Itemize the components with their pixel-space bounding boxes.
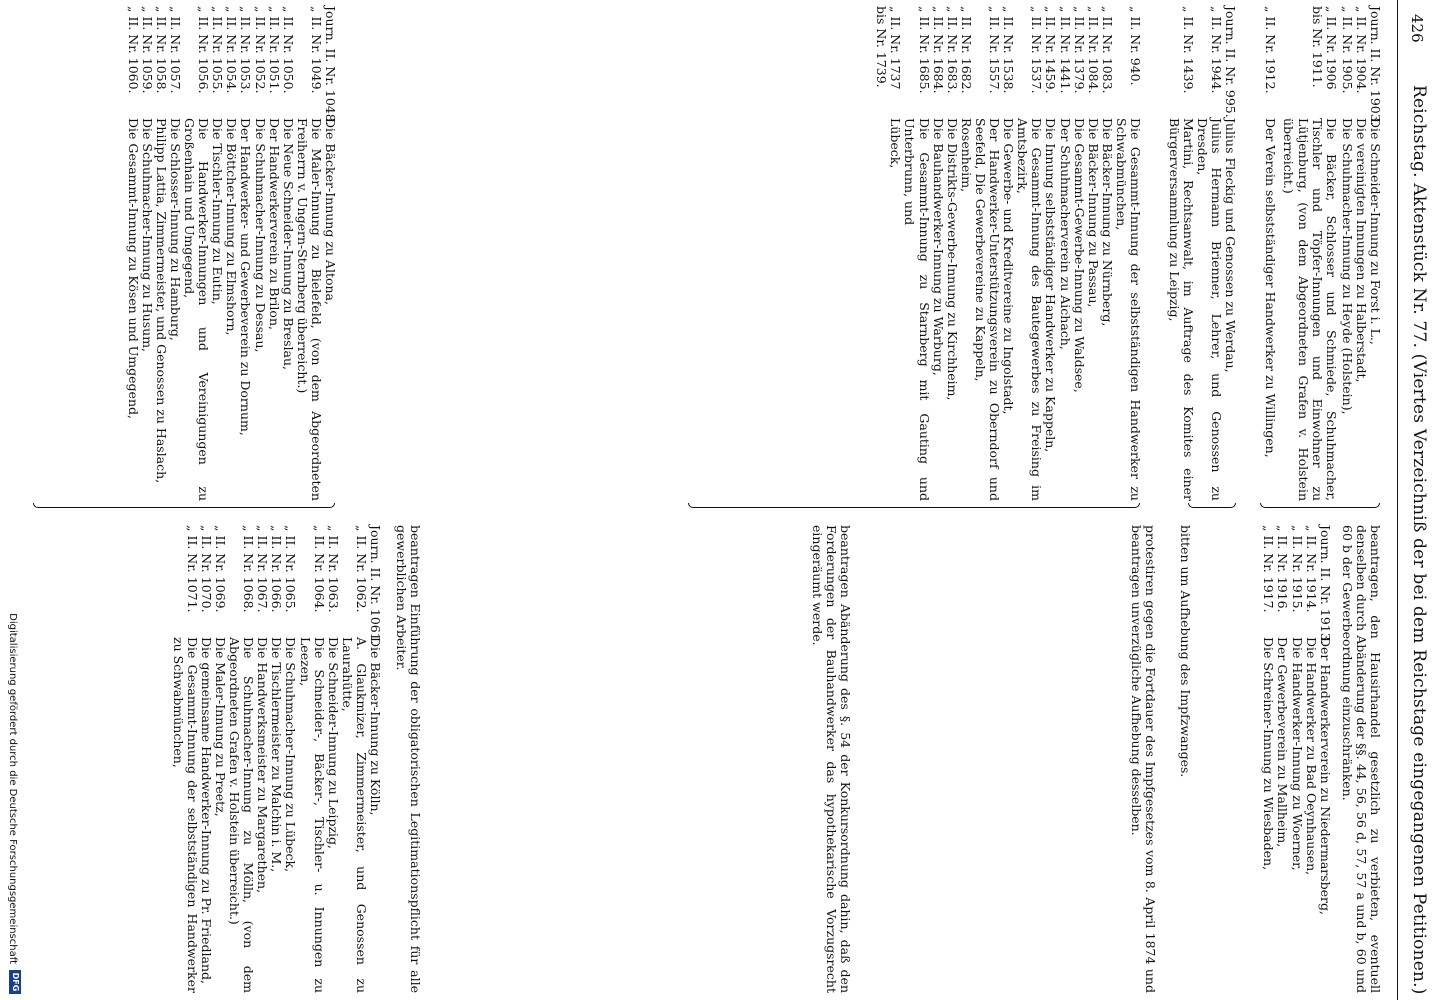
- petitioner: Die Schlosser-Innung zu Hamburg,: [167, 118, 183, 341]
- petition-group-2: [1261, 525, 1331, 993]
- petition-entry: [171, 525, 199, 993]
- petition-conclusion: bitten um Aufhebung des Impfzwanges.: [1178, 525, 1193, 778]
- petitioner: Die Handwerksmeister zu Margarethen,: [255, 637, 271, 894]
- petition-entry: [1281, 6, 1337, 501]
- petition-entry: [1043, 6, 1057, 501]
- petitioner: Der Handwerker- und Gewerbeverein zu Dornum,: [238, 118, 254, 436]
- petitioner: Die Neue Schneider-Innung zu Breslau,: [280, 118, 296, 370]
- journal-ref: „ II. Nr. 1065.: [283, 525, 299, 613]
- journal-ref: „ II. Nr. 1944.: [1208, 6, 1224, 94]
- petitioner: Die Tischler-Innung zu Eutin,: [210, 118, 226, 305]
- dfg-logo: DFG: [9, 970, 21, 994]
- petitioner: Die Gesammt-Innung zu Kösen und Umgegend,: [125, 118, 141, 419]
- petitioner: Die Gesammt-Innung des Bautegewerbes zu Freising im Amtsbezirk,: [1015, 118, 1045, 501]
- journal-ref: „ II. Nr. 1083.: [1099, 6, 1115, 94]
- petitioner: Julius Hermann Brienner, Lehrer, und Genossen zu Dresden,: [1194, 118, 1224, 501]
- journal-ref: „ II. Nr. 1917.: [1261, 525, 1277, 613]
- journal-ref: „ II. Nr. 1084.: [1085, 6, 1101, 94]
- petition-group-5-right: [171, 525, 382, 993]
- petition-group-5-left: [126, 6, 337, 501]
- petitioner: Die Innung selbstständiger Handwerker zu Kappeln,: [1043, 118, 1059, 453]
- brace: [33, 503, 335, 508]
- running-title: Reichstag. Aktenstück Nr. 77. (Viertes Verzeichniß der bei dem Reichstage eingegangenen Petitionen.): [1409, 85, 1429, 995]
- journal-ref: „ II. Nr. 1063.: [325, 525, 341, 613]
- petitioner: Die Bäcker, Schlosser und Schmiede, Schuhmacher, Tischler und Töpfer-Innungen und Einwohner zu Lütjenburg, (von dem Abgeordneten Grafen v. Holstein überreicht.): [1281, 118, 1339, 501]
- petition-entry: [238, 6, 252, 501]
- petition-entry: [252, 6, 266, 501]
- petition-entry: [1275, 525, 1289, 993]
- journal-ref: „ II. Nr. 1912.: [1263, 6, 1279, 94]
- petitioner: Die Maler-Innung zu Bielefeld, (von dem Abgeordneten Freiherrn v. Ungern-Sternberg überreicht.): [294, 118, 324, 501]
- petition-conclusion: protestiren gegen die Fortdauer des Impfgesetzes vom 8. April 1874 und beantragen unverzügliche Aufhebung desselben.: [1128, 525, 1158, 993]
- journal-ref: „ II. Nr. 940.: [1128, 6, 1143, 86]
- petitioner: Die Bäcker-Innung zu Kölln,: [368, 637, 383, 816]
- journal-ref: Journ. II. Nr. 1903.: [1368, 6, 1383, 126]
- journal-ref: „ II. Nr. 1682.: [958, 6, 974, 94]
- petition-entry: [1304, 525, 1318, 993]
- petitioner: Die Handwerker zu Bad Oeynhausen,: [1303, 637, 1319, 876]
- petition-entry: [213, 525, 227, 993]
- petitioner: Der Handwerkerverein zu Brilon,: [266, 118, 282, 330]
- petitioner: Die Handwerker-Innung zu Woerner,: [1289, 637, 1305, 871]
- petitioner: Die Schuhmacher-Innung zu Heyde (Holstein),: [1339, 118, 1355, 415]
- petitioner: Philipp Lattia, Zimmermeister, und Genossen zu Haslach,: [153, 118, 169, 484]
- petition-group-3: [1167, 6, 1237, 501]
- journal-ref: „ II. Nr. 1071.: [184, 525, 200, 613]
- petition-group-3-conclusion-col-2: [1129, 525, 1157, 993]
- journal-ref: Journ. II. Nr. 995.: [1223, 6, 1238, 118]
- petition-group-1: [1263, 6, 1382, 501]
- petition-group-4-conclusion-col: [810, 525, 852, 993]
- petitioner: Der Handwerkerverein zu Niedermarsberg,: [1317, 637, 1333, 916]
- petition-entry: [1015, 6, 1043, 501]
- petition-entry: [973, 6, 1001, 501]
- petition-entry: [126, 6, 140, 501]
- petition-entry: [297, 525, 325, 993]
- journal-ref: „ II. Nr. 1067.: [255, 525, 271, 613]
- petitioner: Die Schneider-, Bäcker-, Tischler- u. Innungen zu Leezen,: [297, 637, 327, 993]
- petitioner: Die Bäcker-Innung zu Nürnberg,: [1099, 118, 1115, 327]
- journal-ref: „ II. Nr. 1060.: [125, 6, 141, 94]
- petition-entry: [283, 525, 297, 993]
- petition-entry: [1100, 6, 1114, 501]
- petitioner: Die Schuhmacher-Innung zu Lübeck,: [283, 637, 299, 873]
- brace: [1188, 503, 1236, 508]
- journal-ref: Journ. II. Nr. 1913.: [1317, 525, 1333, 645]
- journal-ref: „ II. Nr. 1049.: [308, 6, 324, 94]
- journal-ref: „ II. Nr. 1904.: [1353, 6, 1369, 94]
- petition-group-3-conclusion-col: [1178, 525, 1192, 993]
- journal-ref: „ II. Nr. 1557.: [987, 6, 1003, 94]
- journal-ref: „ II. Nr. 1737 bis Nr. 1739.: [874, 6, 904, 90]
- journal-ref: Journ. II. Nr. 1048.: [323, 6, 338, 126]
- petitioner: Die Schneider-Innung zu Leipzig,: [325, 637, 341, 850]
- petition-entry: [931, 6, 945, 501]
- petition-entry: [902, 6, 930, 501]
- petitioner: Die Handwerker-Innungen und Vereinigungen zu Großenhain und Umgegend,: [182, 118, 212, 501]
- petitioner: Die vereinigten Innungen zu Halberstadt,: [1353, 118, 1369, 383]
- petitioner: Rosenheim,: [958, 118, 974, 193]
- petitioner: Der Verein selbstständiger Handwerker zu Willingen,: [1263, 118, 1279, 458]
- petition-entry: [295, 6, 323, 501]
- petition-entry: [168, 6, 182, 501]
- petition-entry: [1354, 6, 1368, 501]
- journal-ref: „ II. Nr. 1055.: [210, 6, 226, 94]
- petition-entry: [1057, 6, 1071, 501]
- journal-ref: „ II. Nr. 1051.: [266, 6, 282, 94]
- petition-entry: [340, 525, 368, 993]
- petition-conclusion: beantragen Abänderung des §. 54 der Konkursordnung dahin, daß den Forderungen der Bauhandwerker das hypothekarische Vorzugsrecht eingeräumt werde.: [809, 525, 853, 993]
- petition-entry: [368, 525, 382, 993]
- header-rule: [1397, 0, 1398, 1000]
- page-footer: [3, 0, 27, 1000]
- petition-group-5-conclusion-col: [394, 525, 422, 993]
- petitioner: Die Distrikts-Gewerbe-Innung zu Kirchheim,: [944, 118, 960, 401]
- petitioner: Julius Fleckig und Genossen zu Werdau,: [1223, 118, 1238, 373]
- petitioner: Die Schneider-Innung zu Forst i. L.,: [1368, 118, 1383, 345]
- journal-ref: „ II. Nr. 1058.: [153, 6, 169, 94]
- journal-ref: „ II. Nr. 1439.: [1180, 6, 1196, 94]
- journal-ref: „ II. Nr. 1052.: [252, 6, 268, 94]
- journal-ref: „ II. Nr. 1538.: [1001, 6, 1017, 94]
- petition-entry: [1263, 6, 1277, 501]
- petition-entry: [1289, 525, 1303, 993]
- petition-entry: [1086, 6, 1100, 501]
- petition-group-4: [874, 6, 1143, 501]
- petition-entry: [1340, 6, 1354, 501]
- digitization-credit: Digitalisierung gefördert durch die Deutsche Forschungsgemeinschaft: [7, 613, 18, 964]
- petition-entry: [323, 6, 337, 501]
- petition-entry: [269, 525, 283, 993]
- petition-entry: [281, 6, 295, 501]
- journal-ref: „ II. Nr. 1053.: [238, 6, 254, 94]
- petition-entry: [210, 6, 224, 501]
- petition-entry: [267, 6, 281, 501]
- journal-ref: „ II. Nr. 1685.: [916, 6, 932, 94]
- petitioner: Der Schuhmacherverein zu Aichach,: [1057, 118, 1073, 350]
- brace: [688, 503, 1140, 508]
- journal-ref: „ II. Nr. 1062.: [353, 525, 369, 613]
- petition-entry: [255, 525, 269, 993]
- journal-ref: „ II. Nr. 1914.: [1303, 525, 1319, 613]
- petition-entry: [1072, 6, 1086, 501]
- journal-ref: „ II. Nr. 1059.: [139, 6, 155, 94]
- petitioner: Die Böttcher-Innung zu Elmshorn,: [224, 118, 240, 336]
- journal-ref: „ II. Nr. 1379.: [1071, 6, 1087, 94]
- petition-group-1-conclusion-col: [1261, 525, 1382, 993]
- petition-conclusion: beantragen Einführung der obligatorischen Legitimationspflicht für alle gewerblichen Arbeiter.: [393, 525, 423, 993]
- petitioner: Lübeck,: [888, 118, 904, 169]
- journal-ref: „ II. Nr. 1915.: [1289, 525, 1305, 613]
- petitioner: Die Gewerbe- und Kreditvereine zu Ingolstadt,: [1001, 118, 1017, 415]
- petitioner: Die Bäcker-Innung zu Passau,: [1085, 118, 1101, 308]
- petitioner: Die Bäcker-Innung zu Altona,: [323, 118, 338, 305]
- petitioner: Die Maler-Innung zu Preetz,: [212, 637, 228, 817]
- petition-entry: [1318, 525, 1332, 993]
- page-number: 426: [1408, 14, 1426, 43]
- petitioner: Die Bauhandwerker-Innung zu Warburg,: [930, 118, 946, 376]
- journal-ref: „ II. Nr. 1050.: [280, 6, 296, 94]
- petition-entry: [874, 6, 904, 501]
- petitioner: Die Gesammt-Innung zu Starnberg mit Gauting und Unterbrunn, und: [902, 118, 932, 501]
- journal-ref: „ II. Nr. 1916.: [1275, 525, 1291, 613]
- petition-entry: [326, 525, 340, 993]
- journal-ref: „ II. Nr. 1906 bis Nr. 1911.: [1309, 6, 1339, 90]
- petitioner: Die Gesammt-Innung der selbstständigen Handwerker zu Schwabmünchen,: [1113, 118, 1143, 501]
- petition-entry: [1261, 525, 1275, 993]
- petitioner: Martini, Rechtsanwalt, im Auftrage des Komites einer Bürgerversammlung zu Leipzig,: [1166, 118, 1196, 501]
- petitioner: A. Glaukmizer, Zimmermeister, und Genossen zu Laurahütte,: [339, 637, 369, 993]
- petition-entry: [945, 6, 959, 501]
- brace: [1260, 503, 1380, 508]
- journal-ref: „ II. Nr. 1070.: [198, 525, 214, 613]
- petition-entry: [1114, 6, 1142, 501]
- petition-entry: [959, 6, 973, 501]
- journal-ref: „ II. Nr. 1069.: [212, 525, 228, 613]
- petitioner: Die Schuhmacher-Innung zu Husum,: [139, 118, 155, 353]
- journal-ref: „ II. Nr. 1057.: [167, 6, 183, 94]
- petition-entry: [1167, 6, 1195, 501]
- petitioner: Die Schreiner-Innung zu Wiesbaden,: [1261, 637, 1277, 871]
- petitioner: Der Handwerker-Unterstützungsverein zu Oberndorf und Seefeld, Die Gewerbevereine zu Kappeln,: [972, 118, 1003, 501]
- petition-entry: [182, 6, 210, 501]
- journal-ref: „ II. Nr. 1054.: [224, 6, 240, 94]
- petition-entry: [1001, 6, 1015, 501]
- journal-ref: „ II. Nr. 1683.: [944, 6, 960, 94]
- journal-ref: „ II. Nr. 1441.: [1057, 6, 1073, 94]
- petition-entry: [199, 525, 213, 993]
- journal-ref: „ II. Nr. 1684.: [930, 6, 946, 94]
- journal-ref: „ II. Nr. 1056.: [196, 6, 212, 94]
- petition-entry: [154, 6, 168, 501]
- journal-ref: „ II. Nr. 1459.: [1043, 6, 1059, 94]
- petitioner: Die Gesammt-Gewerbe-Innung zu Waldsee,: [1071, 118, 1087, 393]
- petition-entry: [140, 6, 154, 501]
- journal-ref: „ II. Nr. 1905.: [1339, 6, 1355, 94]
- page-header: [1402, 0, 1432, 1000]
- petition-entry: [227, 525, 255, 993]
- petition-entry: [1195, 6, 1223, 501]
- journal-ref: „ II. Nr. 1068.: [241, 525, 257, 613]
- petition-conclusion: beantragen, den Hausirhandel gesetzlich zu verbieten, eventuell denselben durch Abänderung der §§. 44, 56, 56 d, 57, 57 a und b, 60 und 60 b der Gewerbeordnung einzuschränken.: [1339, 525, 1383, 993]
- petitioner: Die gemeinsame Handwerker-Innung zu Pr. Friedland,: [198, 637, 214, 985]
- journal-ref: „ II. Nr. 1537.: [1029, 6, 1045, 94]
- petitioner: Die Tischlermeister zu Malchin i. M.,: [269, 637, 285, 873]
- petitioner: Die Gesammt-Innung der selbstständigen Handwerker zu Schwabmünchen,: [170, 637, 200, 993]
- petitioner: Der Gewerbeverein zu Mallheim,: [1275, 637, 1291, 848]
- petition-entry: [1368, 6, 1382, 501]
- journal-ref: „ II. Nr. 1064.: [311, 525, 327, 613]
- journal-ref: Journ. II. Nr. 1061.: [368, 525, 383, 645]
- petition-entry: [1223, 6, 1237, 501]
- journal-ref: „ II. Nr. 1066.: [269, 525, 285, 613]
- petitioner: Die Schuhmacher-Innung zu Dessau,: [252, 118, 268, 353]
- petition-entry: [224, 6, 238, 501]
- petitioner: Die Schuhmacher-Innung zu Mölln, (von dem Abgeordneten Grafen v. Holstein überreicht.): [227, 637, 257, 993]
